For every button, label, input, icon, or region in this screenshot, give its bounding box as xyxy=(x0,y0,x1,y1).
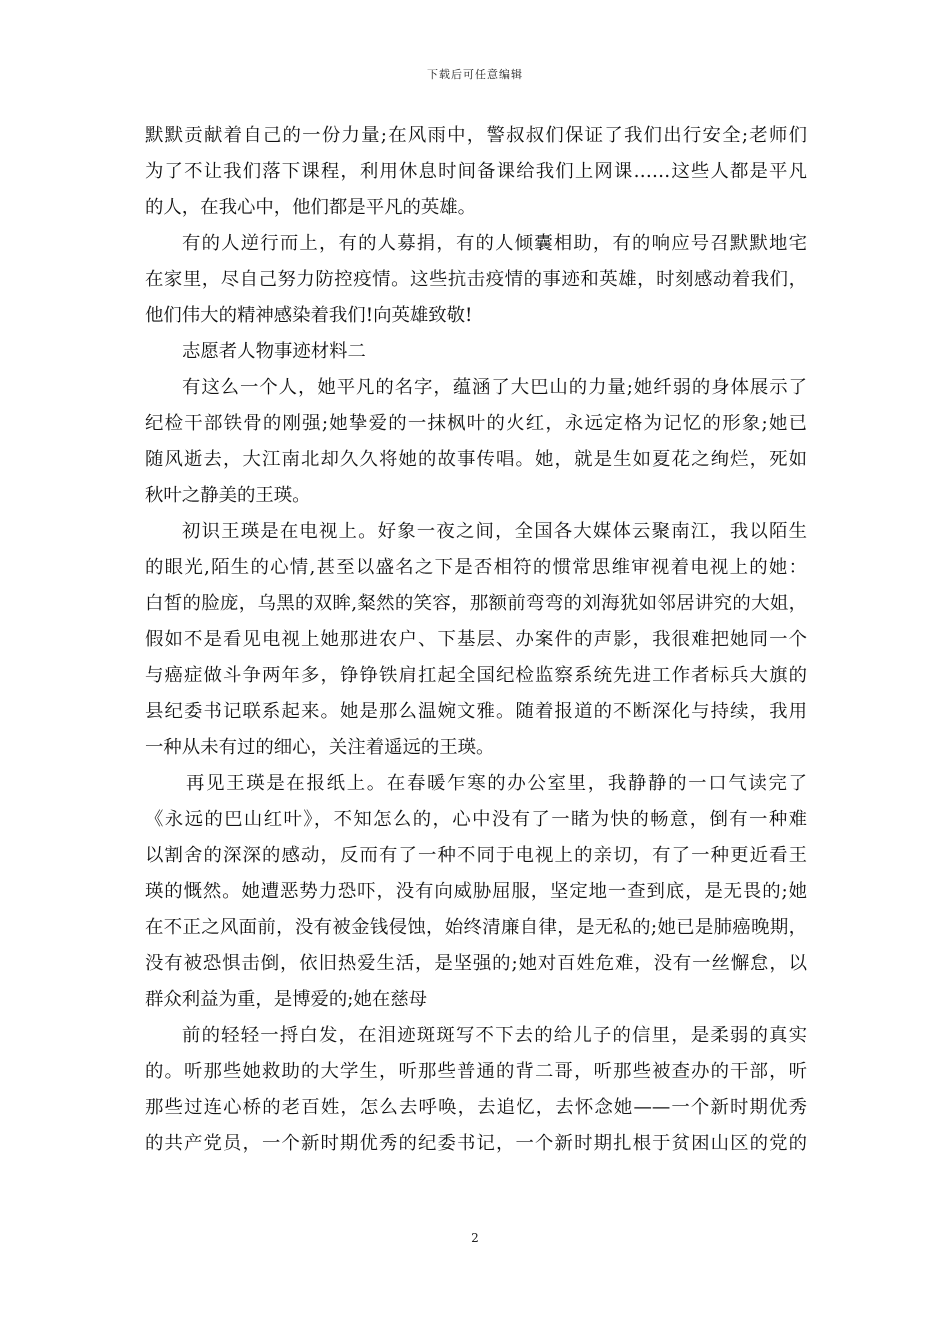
paragraph-start-line: 前的轻轻一捋白发，在泪迹斑斑写不下去的给儿子的信里，是柔弱的真实 xyxy=(182,1025,807,1046)
text-line: 秋叶之静美的王瑛。 xyxy=(145,485,311,506)
text-line: 纪检干部铁骨的刚强;她挚爱的一抹枫叶的火红，永远定格为记忆的形象;她已 xyxy=(145,413,807,434)
paragraph-start-line: 有这么一个人，她平凡的名字，蕴涵了大巴山的力量;她纤弱的身体展示了 xyxy=(182,377,807,398)
text-line: 没有被恐惧击倒，依旧热爱生活，是坚强的;她对百姓危难，没有一丝懈怠，以 xyxy=(145,953,807,974)
text-line: 的。听那些她救助的大学生，听那些普通的背二哥，听那些被查办的干部，听 xyxy=(145,1061,807,1082)
text-line: 瑛的慨然。她遭恶势力恐吓，没有向威胁屈服，坚定地一查到底，是无畏的;她 xyxy=(145,881,807,902)
text-line: 与癌症做斗争两年多，铮铮铁肩扛起全国纪检监察系统先进工作者标兵大旗的 xyxy=(145,665,807,686)
text-line: 群众利益为重，是博爱的;她在慈母 xyxy=(145,989,428,1010)
paragraph-start-line: 再见王瑛是在报纸上。在春暖乍寒的办公室里，我静静的一口气读完了 xyxy=(186,773,807,794)
text-line: 县纪委书记联系起来。她是那么温婉文雅。随着报道的不断深化与持续，我用 xyxy=(145,701,807,722)
text-line: 默默贡献着自己的一份力量;在风雨中，警叔叔们保证了我们出行安全;老师们 xyxy=(145,125,807,146)
text-line: 以割舍的深深的感动，反而有了一种不同于电视上的亲切，有了一种更近看王 xyxy=(145,845,807,866)
text-line: 在家里，尽自己努力防控疫情。这些抗击疫情的事迹和英雄，时刻感动着我们， xyxy=(145,269,807,290)
text-line: 那些过连心桥的老百姓，怎么去呼唤，去追忆，去怀念她——一个新时期优秀 xyxy=(145,1097,807,1118)
text-line: 在不正之风面前，没有被金钱侵蚀，始终清廉自律，是无私的;她已是肺癌晚期， xyxy=(145,917,807,938)
section-heading: 志愿者人物事迹材料二 xyxy=(182,341,366,362)
document-body xyxy=(145,118,807,1162)
text-line: 的人，在我心中，他们都是平凡的英雄。 xyxy=(145,197,477,218)
paragraph-start-line: 初识王瑛是在电视上。好象一夜之间，全国各大媒体云聚南江，我以陌生 xyxy=(182,521,807,542)
text-line: 他们伟大的精神感染着我们!向英雄致敬! xyxy=(145,305,473,326)
text-line: 为了不让我们落下课程，利用休息时间备课给我们上网课……这些人都是平凡 xyxy=(145,161,807,182)
text-line: 白皙的脸庞，乌黑的双眸,粲然的笑容，那额前弯弯的刘海犹如邻居讲究的大姐， xyxy=(145,593,807,614)
text-line: 随风逝去，大江南北却久久将她的故事传唱。她，就是生如夏花之绚烂，死如 xyxy=(145,449,807,470)
page-number: 2 xyxy=(471,1231,479,1245)
text-line: 假如不是看见电视上她那进农户、下基层、办案件的声影，我很难把她同一个 xyxy=(145,629,807,650)
text-line: 的共产党员，一个新时期优秀的纪委书记，一个新时期扎根于贫困山区的党的 xyxy=(145,1133,807,1154)
text-line: 《永远的巴山红叶》，不知怎么的，心中没有了一睹为快的畅意，倒有一种难 xyxy=(145,809,807,830)
text-line: 的眼光,陌生的心情,甚至以盛名之下是否相符的惯常思维审视着电视上的她： xyxy=(145,557,807,578)
text-line: 一种从未有过的细心，关注着遥远的王瑛。 xyxy=(145,737,495,758)
paragraph-start-line: 有的人逆行而上，有的人募捐，有的人倾囊相助，有的响应号召默默地宅 xyxy=(182,233,807,254)
page-header: 下载后可任意编辑 xyxy=(427,68,523,81)
